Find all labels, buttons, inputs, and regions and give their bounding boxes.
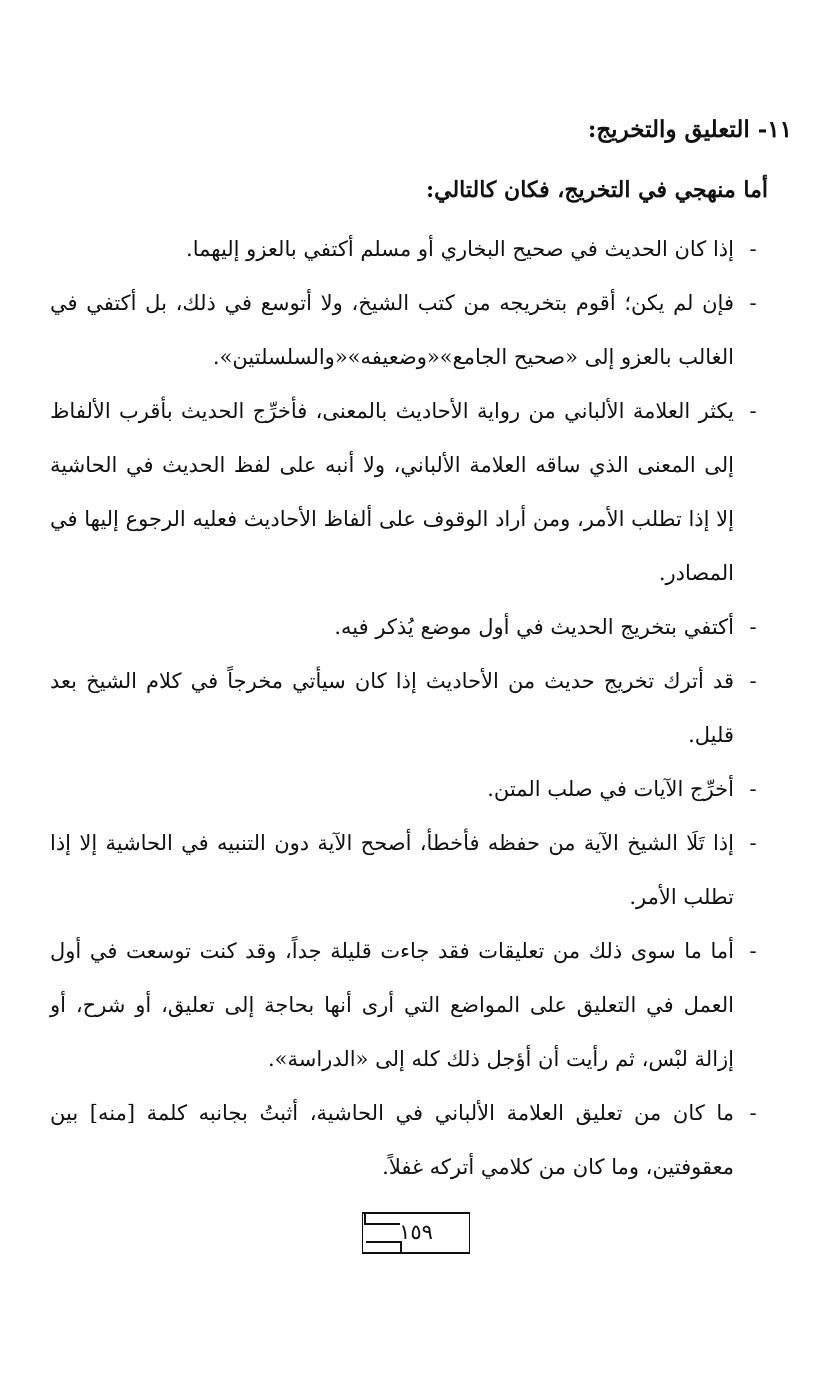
dash-bullet: - <box>749 939 757 963</box>
page-number-frame <box>362 1212 470 1254</box>
list-item-text: فإن لم يكن؛ أقوم بتخريجه من كتب الشيخ، ولا أتوسع في ذلك، بل أكتفي في الغالب بالعزو إلى «صحيح الجامع»«وضعيفه»«والسلسلتين». <box>50 291 734 369</box>
list-item-text: ما كان من تعليق العلامة الألباني في الحاشية، أثبتُ بجانبه كلمة [منه] بين معقوفتين، وما كان من كلامي أتركه غفلاً. <box>50 1101 734 1179</box>
list-item <box>50 924 792 1086</box>
list-item <box>50 816 792 924</box>
list-item <box>50 1086 792 1194</box>
dash-bullet: - <box>749 399 757 423</box>
list-item-text: أخرِّج الآيات في صلب المتن. <box>487 777 734 801</box>
dash-bullet: - <box>749 831 757 855</box>
page-body <box>50 108 792 1194</box>
list-item <box>50 762 792 816</box>
dash-bullet: - <box>749 777 757 801</box>
list-item <box>50 384 792 600</box>
list-item-text: إذا كان الحديث في صحيح البخاري أو مسلم أكتفي بالعزو إليهما. <box>186 237 734 261</box>
section-heading: ١١- التعليق والتخريج: <box>587 116 792 143</box>
list-item-text: إذا تَلَا الشيخ الآية من حفظه فأخطأ، أصحح الآية دون التنبيه في الحاشية إلا إذا تطلب الأمر. <box>50 831 734 909</box>
dash-bullet: - <box>749 291 757 315</box>
page-number: ١٥٩ <box>399 1220 433 1244</box>
dash-bullet: - <box>749 237 757 261</box>
list-item <box>50 654 792 762</box>
method-list <box>50 222 792 1194</box>
list-item <box>50 222 792 276</box>
list-item-text: يكثر العلامة الألباني من رواية الأحاديث بالمعنى، فأخرِّج الحديث بأقرب الألفاظ إلى المعنى الذي ساقه العلامة الألباني، ولا أنبه على لفظ الحديث في الحاشية إلا إذا تطلب الأمر، ومن أراد الوقوف على ألفاظ الأحاديث فعليه الرجوع إليها في المصادر. <box>50 399 734 585</box>
list-item-text: أما ما سوى ذلك من تعليقات فقد جاءت قليلة جداً، وقد كنت توسعت في أول العمل في التعليق على المواضع التي أرى أنها بحاجة إلى تعليق، أو شرح، أو إزالة لبْس، ثم رأيت أن أؤجل ذلك كله إلى «الدراسة». <box>50 939 734 1071</box>
method-intro: أما منهجي في التخريج، فكان كالتالي: <box>426 177 768 203</box>
list-item <box>50 600 792 654</box>
list-item-text: قد أترك تخريج حديث من الأحاديث إذا كان سيأتي مخرجاً في كلام الشيخ بعد قليل. <box>50 669 734 747</box>
dash-bullet: - <box>749 669 757 693</box>
list-item-text: أكتفي بتخريج الحديث في أول موضع يُذكر فيه. <box>334 615 734 639</box>
dash-bullet: - <box>749 615 757 639</box>
dash-bullet: - <box>749 1101 757 1125</box>
list-item <box>50 276 792 384</box>
